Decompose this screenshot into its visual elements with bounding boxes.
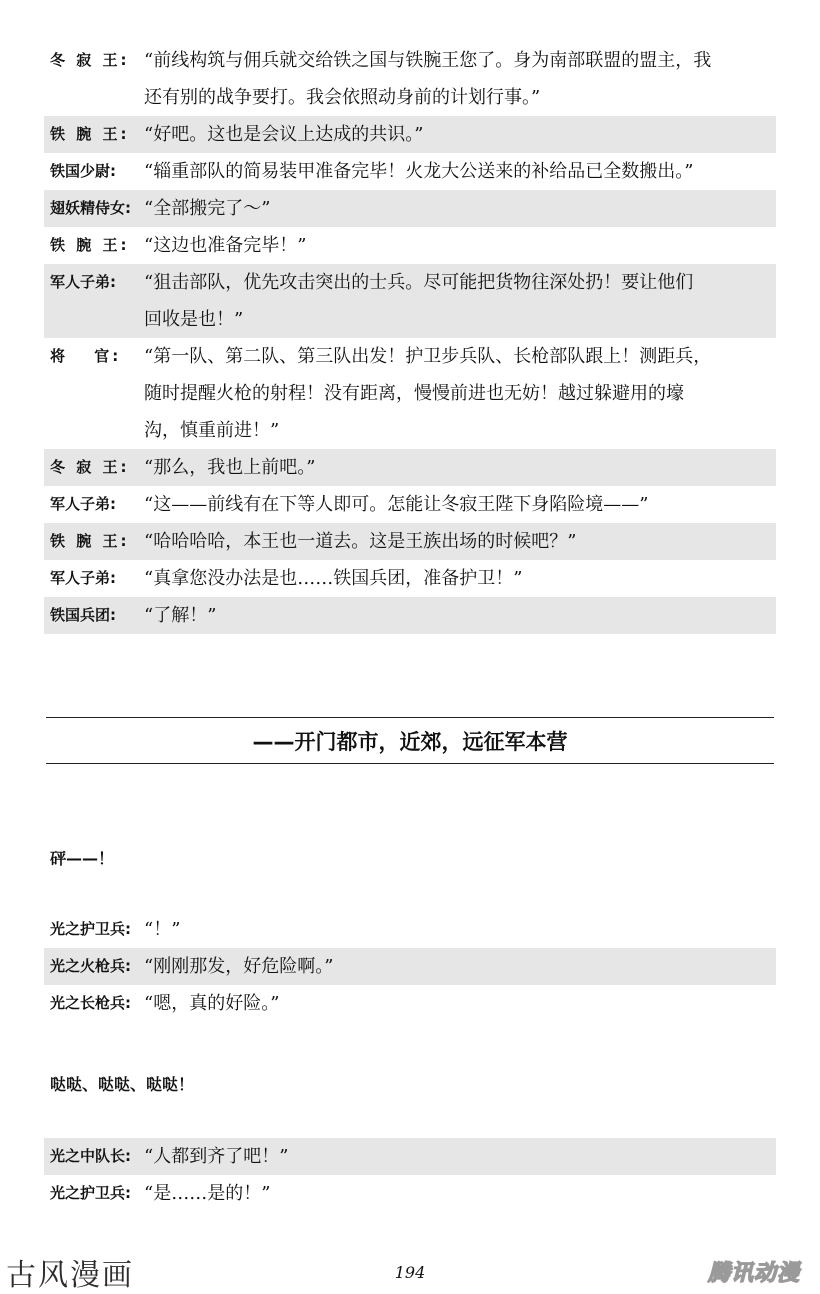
dialogue-line: 沟，慎重前进！” [144, 420, 280, 441]
page-number: 194 [394, 1263, 426, 1282]
dialogue-row [44, 449, 776, 486]
dialogue-row [44, 948, 776, 985]
speaker-name: 光之护卫兵: [50, 920, 131, 938]
dialogue-row [44, 560, 776, 597]
dialogue-row [44, 338, 776, 449]
dialogue-row [44, 911, 776, 948]
speaker-name: 军人子弟: [50, 569, 116, 587]
dialogue-row [44, 523, 776, 560]
dialogue-text [144, 153, 776, 190]
dialogue-row [44, 116, 776, 153]
dialogue-text [144, 227, 776, 264]
section-heading [46, 717, 774, 764]
dialogue-line: “辎重部队的简易装甲准备完毕！火龙大公送来的补给品已全数搬出。” [144, 161, 694, 182]
dialogue-line: “前线构筑与佣兵就交给铁之国与铁腕王您了。身为南部联盟的盟主，我 [144, 50, 712, 71]
dialogue-line: “刚刚那发，好危险啊。” [144, 956, 334, 977]
dialogue-row [44, 153, 776, 190]
publisher-logo: 古风漫画 [6, 1258, 134, 1293]
dialogue-row [44, 42, 776, 116]
dialogue-text [144, 911, 776, 948]
dialogue-line: 回收是也！” [144, 309, 244, 330]
dialogue-row [44, 264, 776, 338]
dialogue-text [144, 264, 776, 338]
dialogue-text [144, 1175, 776, 1212]
dialogue-row [44, 486, 776, 523]
dialogue-text [144, 190, 776, 227]
dialogue-line: 随时提醒火枪的射程！没有距离，慢慢前进也无妨！越过躲避用的壕 [144, 383, 684, 404]
dialogue-line: “那么，我也上前吧。” [144, 457, 316, 478]
dialogue-line: “人都到齐了吧！” [144, 1146, 289, 1167]
dialogue-line: “这边也准备完毕！” [144, 235, 307, 256]
dialogue-row [44, 190, 776, 227]
dialogue-line: “好吧。这也是会议上达成的共识。” [144, 124, 424, 145]
speaker-name: 光之中队长: [50, 1147, 131, 1165]
dialogue-row [44, 985, 776, 1022]
site-watermark: 腾讯动漫 [707, 1261, 800, 1286]
dialogue-line: “是……是的！” [144, 1183, 271, 1204]
dialogue-row [44, 1138, 776, 1175]
dialogue-row [44, 597, 776, 634]
speaker-name: 军人子弟: [50, 273, 116, 291]
dialogue-line: “哈哈哈哈，本王也一道去。这是王族出场的时候吧？” [144, 531, 577, 552]
dialogue-block-middle [44, 911, 776, 1022]
dialogue-text [144, 560, 776, 597]
speaker-name: 光之护卫兵: [50, 1184, 131, 1202]
speaker-name: 铁国少尉: [50, 162, 116, 180]
speaker-name: 光之长枪兵: [50, 994, 131, 1012]
section-heading-text: ——开门都市，近郊，远征军本营 [252, 729, 568, 754]
speaker-name: 冬 寂 王: [50, 458, 130, 476]
dialogue-line: “全部搬完了～” [144, 198, 271, 219]
speaker-name: 光之火枪兵: [50, 957, 131, 975]
dialogue-block-top [44, 42, 776, 634]
dialogue-row [44, 227, 776, 264]
speaker-name: 冬 寂 王: [50, 51, 130, 69]
speaker-name: 翅妖精侍女: [50, 199, 131, 217]
speaker-name: 将 官: [50, 347, 122, 365]
dialogue-line: 还有别的战争要打。我会依照动身前的计划行事。” [144, 87, 541, 108]
dialogue-text [144, 948, 776, 985]
speaker-name: 铁 腕 王: [50, 236, 130, 254]
dialogue-text [144, 338, 776, 449]
dialogue-text [144, 486, 776, 523]
speaker-name: 铁 腕 王: [50, 125, 130, 143]
dialogue-line: “第一队、第二队、第三队出发！护卫步兵队、长枪部队跟上！测距兵， [144, 346, 712, 367]
dialogue-text [144, 985, 776, 1022]
dialogue-line: “了解！” [144, 605, 217, 626]
dialogue-text [144, 597, 776, 634]
dialogue-line: “真拿您没办法是也……铁国兵团，准备护卫！” [144, 568, 523, 589]
speaker-name: 铁国兵团: [50, 606, 116, 624]
sound-effect-footsteps: 哒哒、哒哒、哒哒！ [50, 1075, 195, 1094]
dialogue-block-bottom [44, 1138, 776, 1212]
dialogue-line: “！” [144, 919, 181, 940]
dialogue-text [144, 523, 776, 560]
sound-effect-bang: 砰——！ [50, 849, 115, 868]
dialogue-text [144, 449, 776, 486]
dialogue-row [44, 1175, 776, 1212]
dialogue-line: “这——前线有在下等人即可。怎能让冬寂王陛下身陷险境——” [144, 494, 649, 515]
dialogue-line: “狙击部队，优先攻击突出的士兵。尽可能把货物往深处扔！要让他们 [144, 272, 694, 293]
dialogue-text [144, 42, 776, 116]
dialogue-line: “嗯，真的好险。” [144, 993, 280, 1014]
speaker-name: 军人子弟: [50, 495, 116, 513]
dialogue-text [144, 116, 776, 153]
dialogue-text [144, 1138, 776, 1175]
speaker-name: 铁 腕 王: [50, 532, 130, 550]
